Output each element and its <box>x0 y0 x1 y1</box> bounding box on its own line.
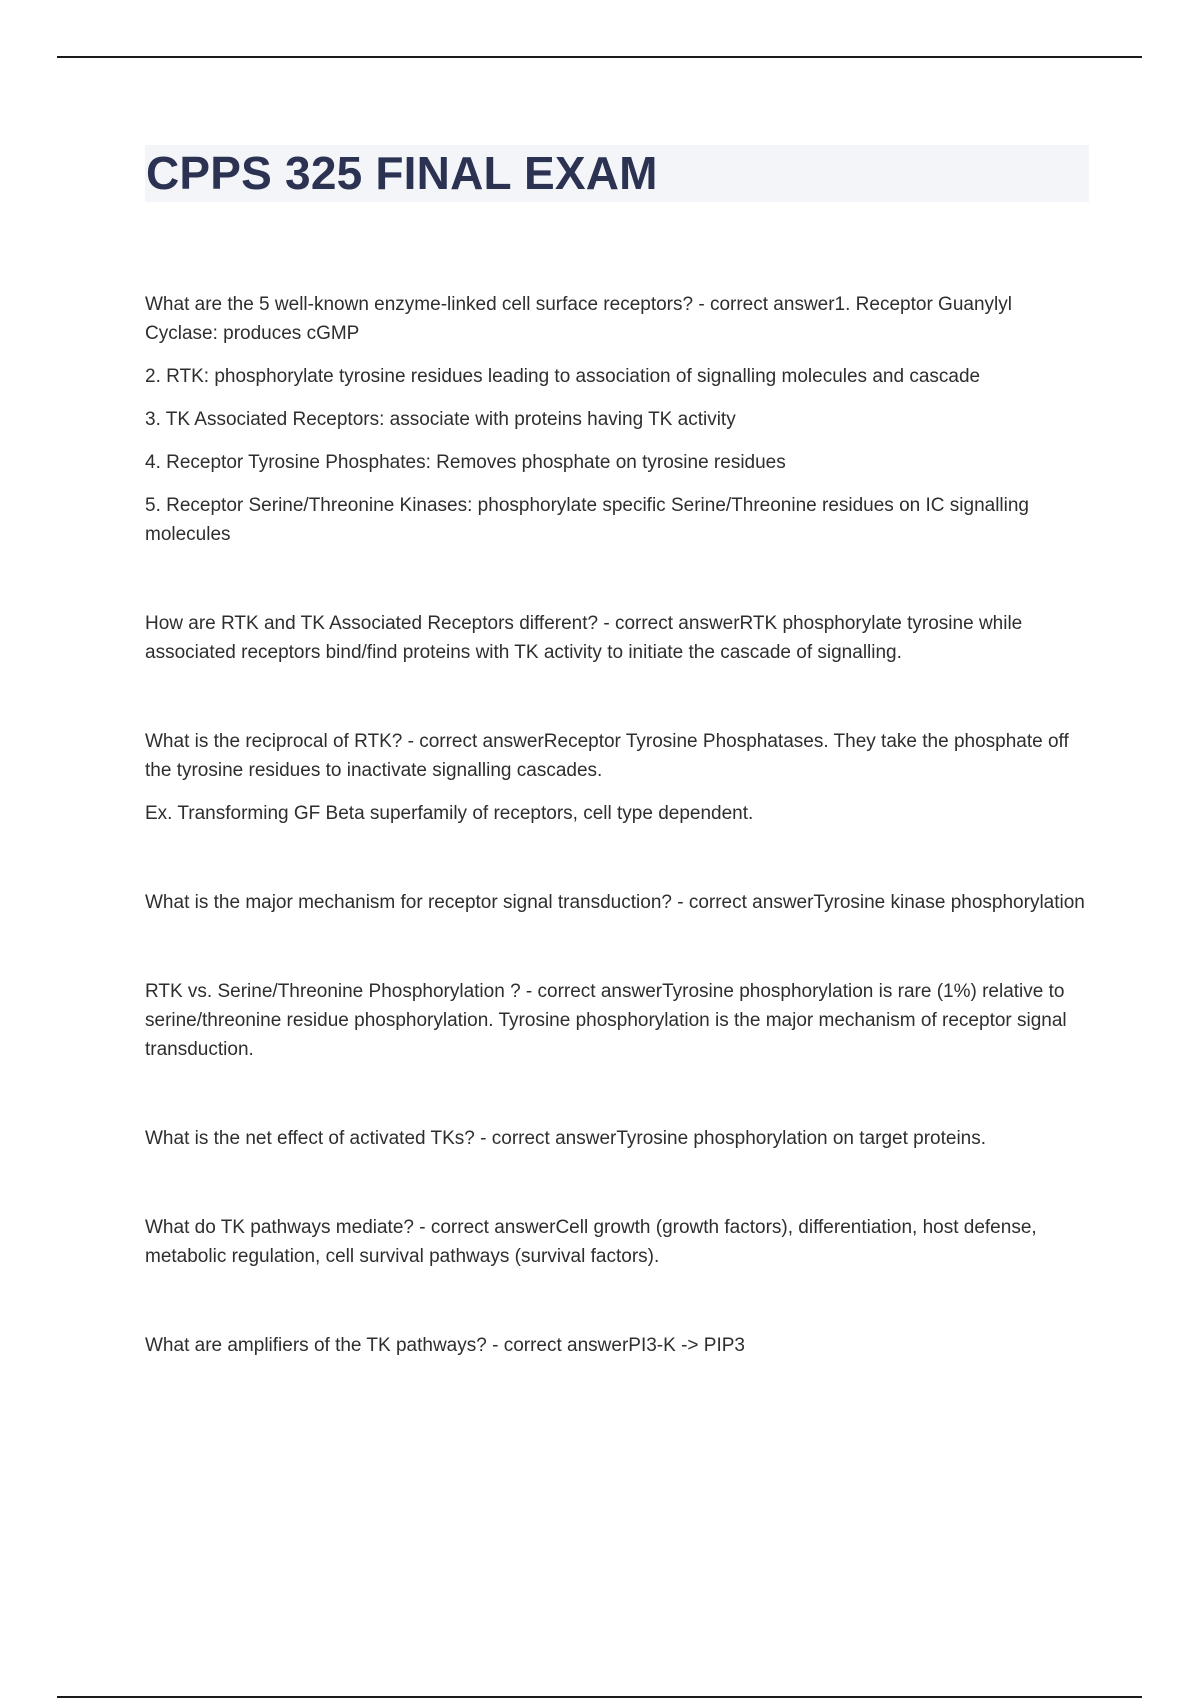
qa-item-5 <box>145 977 1090 1064</box>
qa-item-7 <box>145 1213 1090 1271</box>
bottom-divider <box>57 1696 1142 1698</box>
qa-paragraph: What are amplifiers of the TK pathways? - correct answerPI3-K -> PIP3 <box>145 1335 745 1356</box>
top-divider <box>57 56 1142 58</box>
qa-paragraph: What is the reciprocal of RTK? - correct answerReceptor Tyrosine Phosphatases. They take the phosphate off the tyrosine residues to inactivate signalling cascades. <box>145 731 1069 781</box>
qa-paragraph: Ex. Transforming GF Beta superfamily of receptors, cell type dependent. <box>145 803 754 824</box>
qa-paragraph: What do TK pathways mediate? - correct answerCell growth (growth factors), differentiation, host defense, metabolic regulation, cell survival pathways (survival factors). <box>145 1217 1037 1267</box>
qa-paragraph: RTK vs. Serine/Threonine Phosphorylation ? - correct answerTyrosine phosphorylation is rare (1%) relative to serine/threonine residue phosphorylation. Tyrosine phosphorylation is the major mechanism of receptor signal transduction. <box>145 981 1067 1060</box>
qa-paragraph: 5. Receptor Serine/Threonine Kinases: phosphorylate specific Serine/Threonine residues on IC signalling molecules <box>145 495 1030 545</box>
qa-paragraph: What is the major mechanism for receptor signal transduction? - correct answerTyrosine kinase phosphorylation <box>145 892 1085 913</box>
qa-paragraph: What are the 5 well-known enzyme-linked cell surface receptors? - correct answer1. Receptor Guanylyl Cyclase: produces cGMP <box>145 294 1012 344</box>
qa-paragraph: How are RTK and TK Associated Receptors different? - correct answerRTK phosphorylate tyrosine while associated receptors bind/find proteins with TK activity to initiate the cascade of signalling. <box>145 613 1023 663</box>
qa-item-2 <box>145 609 1090 667</box>
qa-paragraph: 3. TK Associated Receptors: associate with proteins having TK activity <box>145 409 736 430</box>
qa-item-6 <box>145 1124 1090 1153</box>
qa-item-1 <box>145 290 1090 549</box>
qa-paragraph: 4. Receptor Tyrosine Phosphates: Removes phosphate on tyrosine residues <box>145 452 786 473</box>
document-title: CPPS 325 FINAL EXAM <box>146 147 658 199</box>
qa-paragraph: 2. RTK: phosphorylate tyrosine residues leading to association of signalling molecules and cascade <box>145 366 981 387</box>
qa-paragraph: What is the net effect of activated TKs? - correct answerTyrosine phosphorylation on target proteins. <box>145 1128 987 1149</box>
qa-item-8 <box>145 1331 1090 1360</box>
qa-item-3 <box>145 727 1090 828</box>
qa-list <box>145 290 1090 1420</box>
qa-item-4 <box>145 888 1090 917</box>
